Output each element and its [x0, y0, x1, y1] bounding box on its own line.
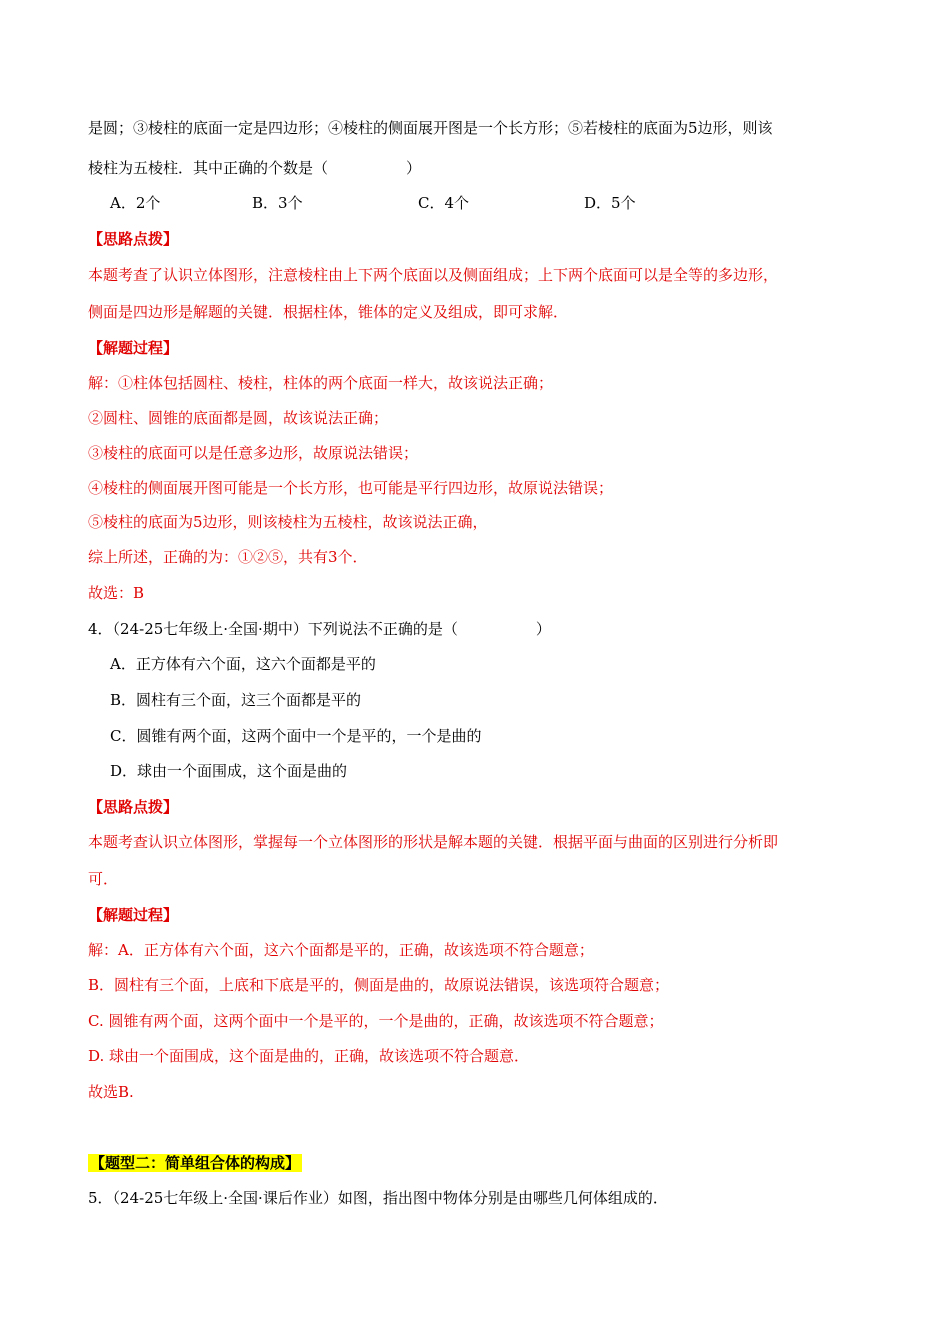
q3-stem-line1: 是圆；③棱柱的底面一定是四边形；④棱柱的侧面展开图是一个长方形；⑤若棱柱的底面为5边形，则该 [88, 119, 773, 137]
q3-stem-line2 [88, 158, 421, 178]
q4-option-a: A．正方体有六个面，这六个面都是平的 [110, 655, 376, 673]
q4-answer: 故选B. [88, 1083, 134, 1101]
q3-process-line: 解：①柱体包括圆柱、棱柱，柱体的两个底面一样大，故该说法正确； [88, 374, 554, 392]
q3-process-line: ③棱柱的底面可以是任意多边形，故原说法错误； [88, 444, 419, 462]
q4-process-line: 解：A．正方体有六个面，这六个面都是平的，正确，故该选项不符合题意； [88, 941, 594, 959]
q4-stem-text: 4．（24-25七年级上·全国·期中）下列说法不正确的是（ [88, 620, 458, 638]
q4-process-heading: 【解题过程】 [88, 906, 179, 924]
q4-process-line: D. 球由一个面围成，这个面是曲的，正确，故该选项不符合题意． [88, 1047, 530, 1065]
q3-option-c: C．4个 [418, 194, 470, 212]
q3-option-d: D．5个 [584, 194, 636, 212]
q4-option-d: D．球由一个面围成，这个面是曲的 [110, 762, 348, 780]
q4-stem-paren-close: ） [535, 620, 551, 638]
q3-hint-line: 侧面是四边形是解题的关键．根据柱体，锥体的定义及组成，即可求解． [88, 303, 569, 321]
q5-stem: 5．（24-25七年级上·全国·课后作业）如图，指出图中物体分别是由哪些几何体组成的． [88, 1189, 668, 1207]
q3-stem-text: 棱柱为五棱柱．其中正确的个数是（ [88, 159, 329, 177]
q4-option-c: C．圆锥有两个面，这两个面中一个是平的，一个是曲的 [110, 727, 482, 745]
section-title-highlight: 【题型二：简单组合体的构成】 [90, 1154, 301, 1172]
q3-process-line: ④棱柱的侧面展开图可能是一个长方形，也可能是平行四边形，故原说法错误； [88, 479, 614, 497]
q3-option-a: A．2个 [110, 194, 161, 212]
q3-process-line: 综上所述，正确的为：①②⑤，共有3个． [88, 548, 368, 566]
q4-hint-line: 本题考查认识立体图形，掌握每一个立体图形的形状是解本题的关键．根据平面与曲面的区别进行分析即 [88, 833, 779, 851]
q3-hint-line: 本题考查了认识立体图形，注意棱柱由上下两个底面以及侧面组成；上下两个底面可以是全等的多边形， [88, 266, 779, 284]
q4-hint-line: 可． [88, 870, 119, 888]
q4-process-line: B．圆柱有三个面，上底和下底是平的，侧面是曲的，故原说法错误，该选项符合题意； [88, 976, 670, 994]
q3-process-heading: 【解题过程】 [88, 339, 179, 357]
q4-hint-heading: 【思路点拨】 [88, 798, 179, 816]
q3-answer: 故选：B [88, 584, 145, 602]
section-title [88, 1153, 302, 1173]
q3-option-b: B．3个 [252, 194, 303, 212]
q3-hint-heading: 【思路点拨】 [88, 230, 179, 248]
q4-stem [88, 619, 551, 639]
q3-stem-paren-close: ） [406, 159, 422, 177]
q4-process-line: C. 圆锥有两个面，这两个面中一个是平的，一个是曲的，正确，故该选项不符合题意； [88, 1012, 664, 1030]
q3-process-line: ⑤棱柱的底面为5边形，则该棱柱为五棱柱，故该说法正确， [88, 513, 488, 531]
q4-option-b: B．圆柱有三个面，这三个面都是平的 [110, 691, 362, 709]
q3-process-line: ②圆柱、圆锥的底面都是圆，故该说法正确； [88, 409, 389, 427]
